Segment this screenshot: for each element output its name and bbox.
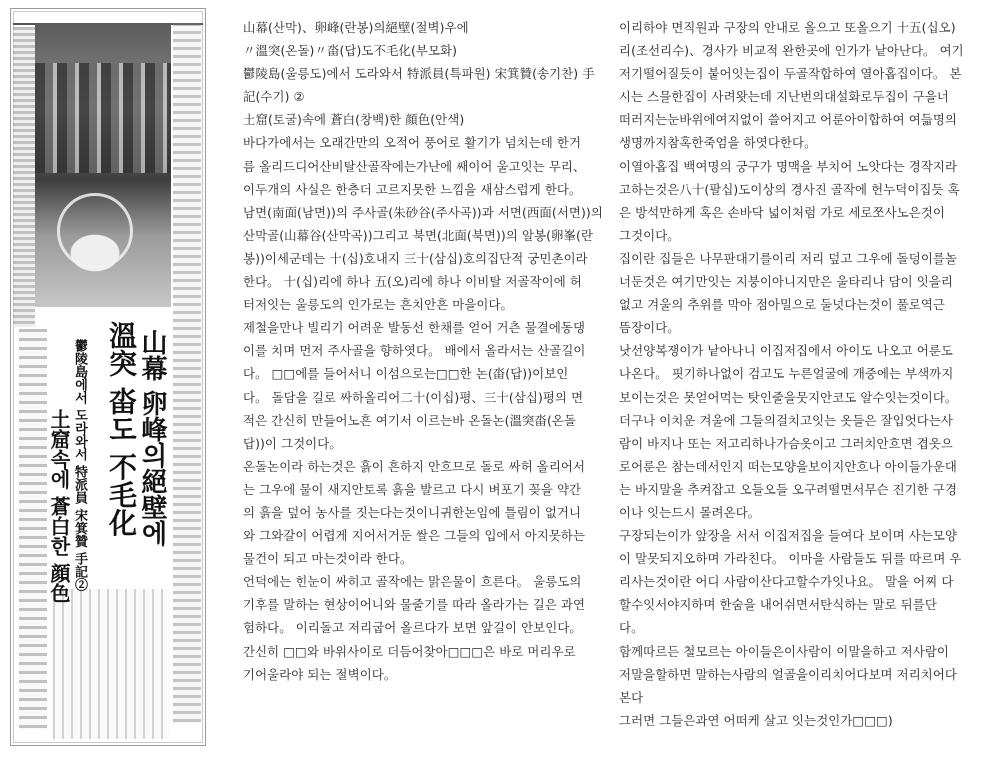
text-line: 구장되는이가 앞장을 서서 이집저집을 들여다 보이며 사는모양: [619, 528, 958, 544]
text-line: 한다。 十(십)리에 하나 五(오)리에 하나 이비탈 저골작이에 허: [243, 274, 582, 290]
text-line: 는 그우에 물이 새지안토록 흙을 발르고 다시 벼포기 꽂을 약간: [243, 481, 582, 497]
text-line: 土窟(토굴)속에 蒼白(창백)한 顔色(안색): [243, 112, 465, 128]
text-line: 너둔것은 여기만잇는 지붕이아니지만은 울타리나 담이 잇을리: [619, 274, 953, 290]
text-line: 이두개의 사실은 한층더 고르지못한 느낌을 새삼스럽게 한다。: [243, 181, 582, 197]
text-line: 〃溫突(온돌)〃畓(답)도不毛化(부모화): [243, 43, 458, 59]
text-line: 그러면 그들은과연 어떠케 살고 잇는것인가□□□): [619, 712, 893, 728]
text-line: 기어울라야 되는 절벽이다。: [243, 666, 397, 682]
text-line: 없고 겨울의 추위를 막아 점아밀으로 둘넛다는것이 풀로역근: [619, 297, 945, 313]
scan-text-strip-right: [173, 23, 201, 723]
text-line: 터저잇는 울릉도의 인가로는 흔치안흔 마을이다。: [243, 297, 514, 313]
scan-byline: 鬱陵島에서 도라와서 特派員 宋箕贊 手記②: [72, 339, 87, 592]
text-line: 답))이 그것이다。: [243, 435, 342, 451]
text-line: 이나 잇는드시 몰려온다。: [619, 504, 761, 520]
text-line: 름 올리드디어산비탈산골작에는가난에 쌔이어 울고잇는 무리、: [243, 158, 586, 174]
text-line: 저말을할하면 말하는사람의 얼골을이리치어다보며 저리치어다: [619, 666, 957, 682]
text-line: 이열아홉집 백여명의 궁구가 명맥을 부치어 노앗다는 경작지라: [619, 158, 958, 174]
text-line: 리(조선리수)、경사가 비교적 완한곳에 인가가 낱아난다。 여기: [619, 43, 964, 59]
text-line: 적은 간신히 만들어노흔 여기서 이르는바 온돌논(溫突畓(온돌: [243, 412, 577, 428]
text-line: 물건이 되고 마는것이라 한다。: [243, 551, 413, 567]
text-line: 은 방석만하게 혹은 손바닥 넓이처럼 가로 세로쪼사노은것이: [619, 204, 945, 220]
text-line: 기후를 말하는 현상이어니와 물줄기를 따라 올라가는 길은 과연: [243, 597, 586, 613]
text-line: 본다: [619, 689, 644, 705]
text-line: 山幕(산막)、卵峰(란봉)의絕壁(절벽)우에: [243, 20, 469, 35]
text-line: 보이는것은 못얻어먹는 탓인줄을뭇지안코도 알수잇는것이다。: [619, 389, 958, 405]
text-line: 온돌논이라 하는것은 흙이 흔하지 안흐므로 돌로 싸허 올리어서: [243, 458, 586, 474]
scan-headline-3: 土窟속에 蒼白한 顔色: [47, 409, 71, 603]
text-line: 는 바지말을 추켜잡고 오들오들 오구려떨면서무슨 진기한 구경: [619, 481, 958, 497]
text-line: 다。: [619, 620, 644, 636]
photo-people: [35, 63, 171, 173]
transcription-right-column: [619, 18, 985, 734]
text-line: 다。 □□에를 들어서니 이섬으로는□□한 논(畓(답))이보인: [243, 366, 569, 382]
text-line: 남면(南面(남면))의 주사골(朱砂谷(주사곡))과 서면(西面(서면))의: [243, 204, 603, 220]
text-line: 다。 돌담을 길로 싸하올리어二十(이십)평、三十(삼십)평의 면: [243, 389, 584, 405]
text-line: 언덕에는 힌눈이 싸히고 골작에는 맑은물이 흐른다。 울릉도의: [243, 574, 582, 590]
transcription-left-column: [243, 18, 608, 688]
text-line: 간신히 □□와 바위사이로 더듬어찾아□□□은 바로 머리우로: [243, 643, 576, 659]
text-line: 와 그와갈이 어렵게 지어서거둔 쌀은 그들의 입에서 아지못하는: [243, 528, 586, 544]
text-line: 이를 치며 먼저 주사골을 향하엿다。 배에서 올라서는 산골길이: [243, 343, 586, 359]
text-line: 저기떨어질듯이 붙어잇는집이 두골작합하여 열아홉집이다。 본: [619, 66, 962, 82]
scan-text-strip-left: [13, 27, 35, 327]
text-line: 나온다。 핏기하나없이 검고도 누른얼굴에 개중에는 부색까지: [619, 366, 954, 382]
text-line: 뜸장이다。: [619, 320, 680, 336]
text-line: 할수잇서야지하며 한숨을 내어쉬면서탄식하는 말로 뒤를단: [619, 597, 937, 613]
text-line: 시는 스믈한집이 사려왓는데 지난번의대설화로두집이 구을너: [619, 89, 949, 105]
text-line: 람이 바지나 또는 저고리하나가슴옷이고 그러치안흐면 겹옷으: [619, 435, 953, 451]
text-line: 함께따르든 철모르는 아이들은이사람이 이말을하고 저사람이: [619, 643, 949, 659]
text-line: 의 흙을 덮어 농사를 짓는다는것이니귀한논임에 틀림이 없거니: [243, 504, 582, 520]
text-line: 리사는것이란 어디 사람이산다고할수가잇나요。 말을 어찌 다: [619, 574, 954, 590]
scan-headline-1: 山幕 卵峰의絕壁에: [137, 329, 167, 547]
text-line: 이 말못되지오하며 가라친다。 이마을 사람들도 뒤를 따르며 우: [619, 551, 962, 567]
newspaper-photo: [35, 23, 171, 307]
text-line: 그것이다。: [619, 227, 680, 243]
text-line: 제철을만나 빌리기 어려운 발동선 한채를 얻어 거츤 물결에동댕: [243, 320, 586, 336]
text-line: 봉))이세군데는 十(십)호내지 三十(삼십)호의집단적 궁민촌이라: [243, 250, 588, 266]
text-line: 생명까지참혹한죽엄을 하엿다한다。: [619, 135, 817, 151]
text-line: 記(수기) ②: [243, 89, 305, 105]
text-line: 이리하야 면직원과 구장의 안내로 올으고 또올으기 十五(십오): [619, 20, 956, 35]
text-line: 낫선양복쟁이가 낱아나니 이집저집에서 아이도 나오고 어룬도: [619, 343, 953, 359]
text-line: 산막골(山幕谷(산막곡))그리고 북면(北面(북면))의 알봉(卵峯(란: [243, 227, 594, 243]
newspaper-scan: [10, 8, 206, 746]
text-line: 더구나 이치운 겨울에 그들의걸치고잇는 옷들은 잘입엇다는사: [619, 412, 953, 428]
text-line: 鬱陵島(울릉도)에서 도라와서 特派員(특파원) 宋箕贊(송기찬) 手: [243, 66, 595, 82]
text-line: 떠러지는눈바위에여지없이 쓸어지고 어룬아이합하여 여듧명의: [619, 112, 957, 128]
text-line: 로어룬은 참는데서인지 떠는모양을보이지안흐나 아이들가운대: [619, 458, 957, 474]
scan-headline-2: 溫突 畓도 不毛化: [105, 321, 138, 537]
text-line: 고하는것은八十(팔십)도이상의 경사진 골작에 헌누덕이집듯 혹: [619, 181, 960, 197]
text-line: 바다가에서는 오래간만의 오적어 풍어로 활기가 넘치는데 한거: [243, 135, 582, 151]
scan-body-text-bottom: [53, 589, 169, 739]
text-line: 험하다。 이리돌고 저리굽어 올르다가 보면 앞길이 안보인다。: [243, 620, 582, 636]
text-line: 집이란 집들은 나무판대기를이리 저리 덮고 그우에 돌덩이를놀: [619, 250, 958, 266]
scan-body-text-left: [19, 329, 47, 729]
photo-circle-mark: [57, 193, 133, 269]
